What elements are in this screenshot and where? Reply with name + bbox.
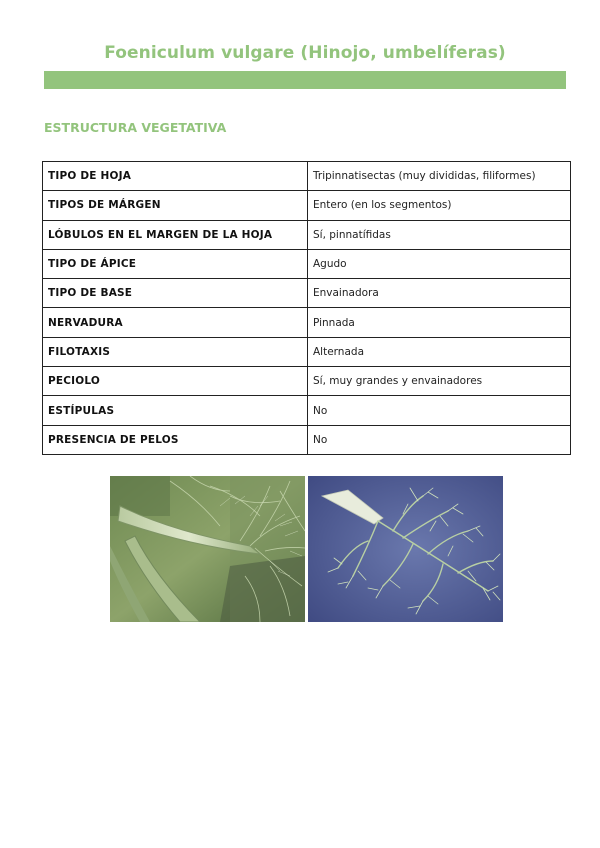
table-row [43, 367, 571, 396]
table-row [43, 396, 571, 425]
table-row [43, 249, 571, 278]
table-row [43, 191, 571, 220]
trait-value: Agudo [308, 249, 571, 278]
trait-value: No [308, 396, 571, 425]
trait-key: TIPO DE BASE [43, 279, 308, 308]
trait-key: TIPO DE ÁPICE [43, 249, 308, 278]
table-row [43, 337, 571, 366]
trait-key: ESTÍPULAS [43, 396, 308, 425]
trait-key: PECIOLO [43, 367, 308, 396]
trait-key: TIPO DE HOJA [43, 162, 308, 191]
trait-value: Alternada [308, 337, 571, 366]
table-row [43, 279, 571, 308]
table-row [43, 162, 571, 191]
trait-value: Sí, muy grandes y envainadores [308, 367, 571, 396]
trait-value: Tripinnatisectas (muy divididas, filiformes) [308, 162, 571, 191]
page-title: Foeniculum vulgare (Hinojo, umbelíferas) [104, 43, 506, 63]
table-row [43, 220, 571, 249]
fennel-sheathing-petiole-photo [110, 476, 305, 622]
title-underline-bar [44, 71, 566, 89]
fennel-leaf-on-blue-background-photo [308, 476, 503, 622]
table-row [43, 308, 571, 337]
trait-key: LÓBULOS EN EL MARGEN DE LA HOJA [43, 220, 308, 249]
trait-key: NERVADURA [43, 308, 308, 337]
trait-key: TIPOS DE MÁRGEN [43, 191, 308, 220]
trait-key: FILOTAXIS [43, 337, 308, 366]
trait-value: Entero (en los segmentos) [308, 191, 571, 220]
section-heading: ESTRUCTURA VEGETATIVA [44, 120, 227, 135]
trait-value: No [308, 425, 571, 454]
trait-value: Sí, pinnatífidas [308, 220, 571, 249]
trait-value: Envainadora [308, 279, 571, 308]
trait-key: PRESENCIA DE PELOS [43, 425, 308, 454]
table-row [43, 425, 571, 454]
traits-table [42, 161, 571, 455]
trait-value: Pinnada [308, 308, 571, 337]
